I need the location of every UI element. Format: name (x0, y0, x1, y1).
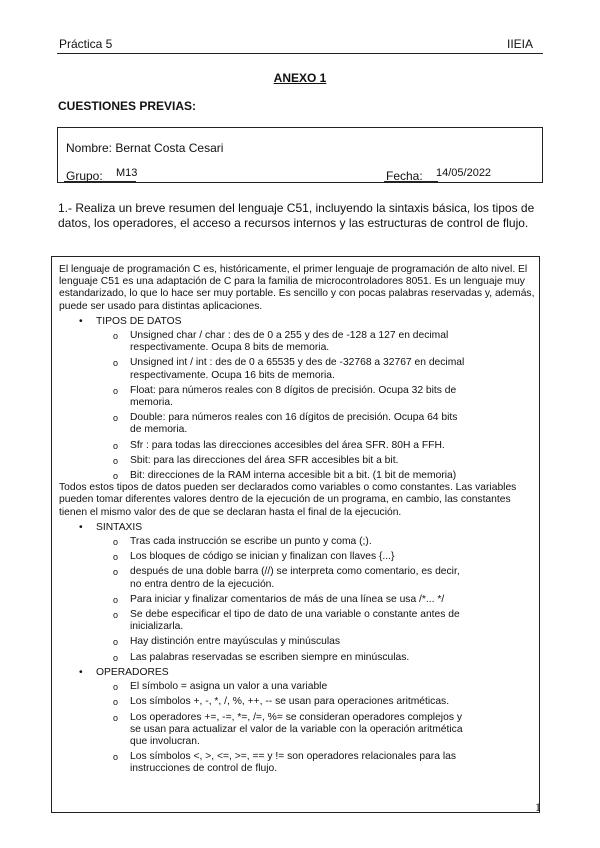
tipos-list (59, 330, 539, 482)
list-item: o Las palabras reservadas se escriben siempre en minúsculas. (59, 652, 470, 664)
question-text: 1.- Realiza un breve resumen del lenguaje C51, incluyendo la sintaxis básica, los tipos de datos, los operadores, el acceso a recursos internos y las estructuras de control de flujo. (58, 201, 535, 230)
annex-title-text: ANEXO 1 (273, 71, 327, 85)
date-label: Fecha: (386, 169, 423, 183)
list-item: o Los operadores +=, -=, *=, /=, %= se consideran operadores complejos y se usan para actualizar el valor de la variable con la operación aritmética que involucran. (59, 712, 470, 749)
section-tipos-de-datos: • TIPOS DE DATOS (59, 316, 539, 328)
date-value: 14/05/2022 (436, 167, 492, 179)
section-operadores: • OPERADORES (59, 667, 539, 679)
list-item: o Los símbolos +, -, *, /, %, ++, -- se usan para operaciones aritméticas. (59, 696, 470, 708)
list-item: o Unsigned char / char : des de 0 a 255 y des de -128 a 127 en decimal respectivamente. Ocupa 8 bits de memoria. (59, 330, 470, 354)
header-course-label: IIEIA (506, 37, 533, 51)
list-item: o Sfr : para todas las direcciones accesibles del área SFR. 80H a FFH. (59, 440, 470, 452)
list-item: o Para iniciar y finalizar comentarios de más de una línea se usa /*... */ (59, 594, 470, 606)
page-number: 1 (535, 800, 541, 814)
annex-title (0, 71, 600, 85)
list-item: o después de una doble barra (//) se interpreta como comentario, es decir, no entra dentro de la ejecución. (59, 566, 470, 590)
header-practice-label: Práctica 5 (59, 37, 113, 51)
list-item: o Double: para números reales con 16 dígitos de precisión. Ocupa 64 bits de memoria. (59, 412, 470, 436)
answer-box (51, 256, 540, 813)
list-item: o Tras cada instrucción se escribe un punto y coma (;). (59, 536, 470, 548)
group-label: Grupo: (66, 169, 103, 183)
list-item: o Los bloques de código se inician y finalizan con llaves {...} (59, 551, 470, 563)
list-item: o El símbolo = asigna un valor a una variable (59, 681, 470, 693)
list-item: o Sbit: para las direcciones del área SFR accesibles bit a bit. (59, 455, 470, 467)
list-item: o Float: para números reales con 8 dígitos de precisión. Ocupa 32 bits de memoria. (59, 385, 470, 409)
group-underline (64, 181, 136, 182)
list-item: o Los símbolos <, >, <=, >=, == y != son operadores relacionales para las instrucciones de control de flujo. (59, 751, 470, 775)
date-underline (384, 181, 438, 182)
list-item: o Unsigned int / int : des de 0 a 65535 y des de -32768 a 32767 en decimal respectivamente. Ocupa 16 bits de memoria. (59, 357, 470, 381)
group-value: M13 (116, 167, 138, 179)
list-item: o Hay distinción entre mayúsculas y minúsculas (59, 636, 470, 648)
header-divider (57, 53, 543, 54)
list-item: o Bit: direcciones de la RAM interna accesible bit a bit. (1 bit de memoria) (59, 470, 470, 482)
student-info-box (57, 127, 543, 183)
answer-middle-paragraph: Todos estos tipos de datos pueden ser declarados como variables o como constantes. Las variables pueden tomar diferentes valores dentro de la ejecución de un programa, en cambio, las constantes tienen el mismo valor des de que se declaran hasta el final de la ejecución. (59, 482, 517, 518)
name-field (66, 141, 223, 155)
section-sintaxis: • SINTAXIS (59, 522, 539, 534)
section-title: CUESTIONES PREVIAS: (58, 99, 197, 113)
answer-intro: El lenguaje de programación C es, históricamente, el primer lenguaje de programación de alto nivel. El lenguaje C51 es una adaptación de C para la familia de microcontroladores 8051. Es un lenguaje muy estandarizado, lo que lo hace ser muy portable. Es sencillo y con pocas palabras reservadas y, además, puede ser usado para distintas aplicaciones. (59, 264, 535, 312)
operadores-list (59, 681, 539, 775)
name-value: Bernat Costa Cesari (115, 141, 224, 155)
sintaxis-list (59, 536, 539, 664)
name-label: Nombre: (66, 141, 113, 155)
list-item: o Se debe especificar el tipo de dato de una variable o constante antes de inicializarla. (59, 609, 470, 633)
